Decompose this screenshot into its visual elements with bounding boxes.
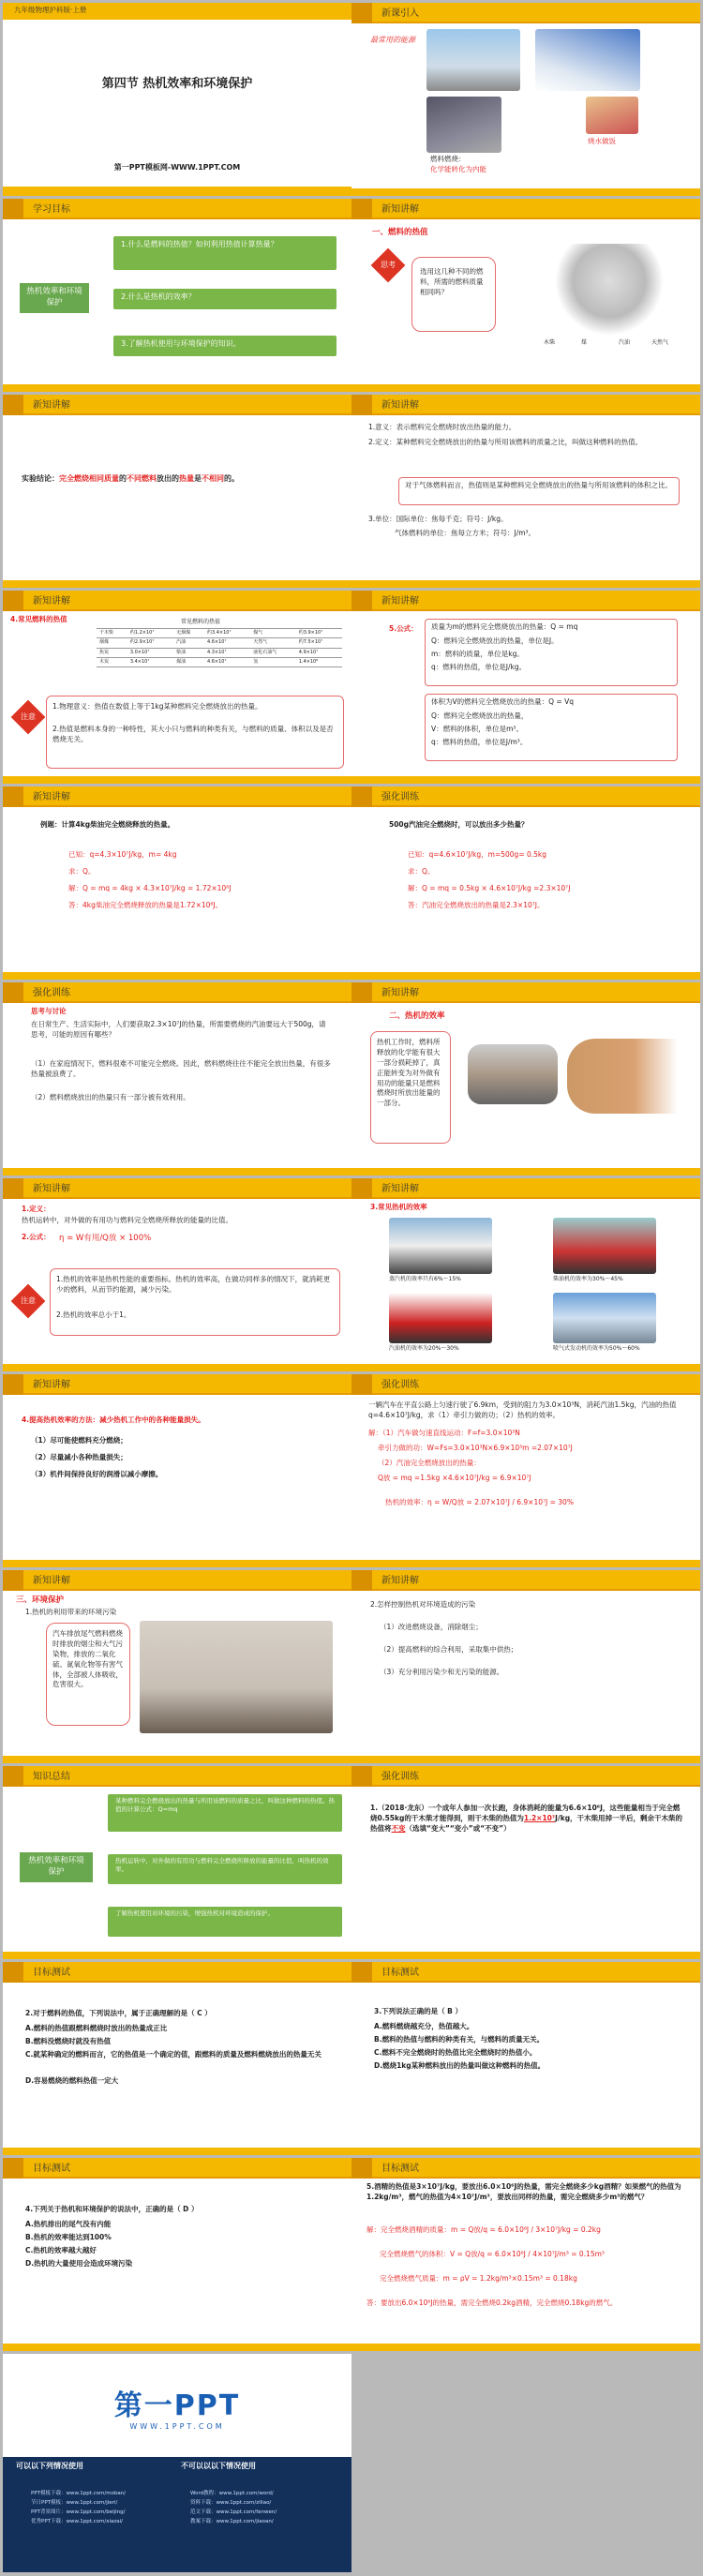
slide-7[interactable]: [3, 591, 352, 784]
slide-header: [352, 2158, 700, 2179]
sub-title: 1.热机的利用带来的环境污染: [25, 1608, 117, 1616]
practice-question: 500g汽油完全燃烧时，可以放出多少热量？: [389, 820, 529, 829]
legend-v: V：燃料的体积，单位是m³。: [431, 725, 523, 733]
slide-header-title: 强化训练: [381, 1772, 419, 1782]
practice-given: 已知：q=4.6×10⁷J/kg，m=500g= 0.5kg: [408, 850, 547, 859]
gasoline-engine-caption: 汽油机的效率为20%～30%: [389, 1345, 459, 1352]
intro-question: 最常用的能源: [370, 36, 415, 44]
method-1: （1）尽可能使燃料充分燃烧；: [31, 1436, 127, 1445]
quiz-question-3: 3.下列说法正确的是（ B ）: [374, 2007, 463, 2015]
question-text: 选用这几种不同的燃料，所需的燃料质量相同吗？: [420, 267, 484, 296]
option-a[interactable]: A.燃料的热值跟燃料燃烧时放出的热量成正比: [25, 2024, 168, 2032]
slide-3[interactable]: [3, 199, 352, 392]
link-item[interactable]: 优秀PPT下载：www.1ppt.com/xiazai/: [31, 2519, 124, 2524]
legend-m: m：燃料的质量，单位是kg。: [431, 650, 524, 658]
def-definition: 2.定义：某种燃料完全燃烧放出的热量与所用该燃料的质量之比，叫做这种燃料的热值。: [368, 438, 643, 446]
slide-13[interactable]: [3, 1178, 352, 1371]
slide-header-title: 新知讲解: [381, 596, 419, 607]
example-question: 例题：计算4kg柴油完全燃烧释放的热量。: [40, 820, 175, 829]
slide-18[interactable]: [352, 1570, 700, 1763]
discussion-tag: 思考与讨论: [31, 1007, 67, 1015]
note-1: 1.物理意义：热值在数值上等于1kg某种燃料完全燃烧放出的热量。: [52, 702, 262, 711]
option-c[interactable]: C.热机的效率越大越好: [25, 2246, 97, 2254]
fuel-label-3: 汽油: [619, 339, 631, 346]
volume-formula: 体积为V的燃料完全燃烧放出的热量：Q = Vq: [431, 697, 574, 706]
answer-1: 1.2×10⁷: [523, 1813, 556, 1822]
slide-header-title: 强化训练: [381, 1380, 419, 1390]
practice-find: 求：Q。: [408, 867, 435, 876]
info-panel: [3, 2457, 352, 2572]
jet-photo: [553, 1293, 656, 1343]
gas-note-box: [398, 477, 680, 505]
slide-header: [352, 982, 700, 1003]
slide-17[interactable]: [3, 1570, 352, 1763]
fuel-label-4: 天然气: [651, 339, 669, 346]
slide-header: [352, 1570, 700, 1591]
slide-header: [3, 1766, 352, 1787]
slide-header: [352, 199, 700, 219]
slide-header: [3, 786, 352, 807]
option-b[interactable]: B.燃料没燃烧时就没有热值: [25, 2037, 112, 2045]
slide-header: [3, 395, 352, 415]
goal-center-box: 热机效率和环境保护: [20, 283, 89, 313]
gas-stove-photo: [426, 97, 501, 153]
formula-label: 2.公式：: [22, 1233, 51, 1241]
link-item[interactable]: 节日PPT模板：www.1ppt.com/jieri/: [31, 2500, 118, 2506]
control-title: 2.怎样控制热机对环境造成的污染: [370, 1600, 476, 1609]
slide-4[interactable]: [352, 199, 700, 392]
note-box: [50, 1268, 340, 1336]
def-label: 1.定义：: [22, 1205, 51, 1213]
summary-center-box: 热机效率和环境保护: [20, 1852, 93, 1882]
pollution-photo: [140, 1621, 333, 1733]
slide-2[interactable]: [352, 3, 700, 196]
rocket-photo: [535, 29, 640, 91]
discussion-prompt: 在日常生产、生活实际中，人们要获取2.3×10⁷J的热量，所需要燃烧的汽油要远大于500g，请思考，可能的原因有哪些？: [31, 1020, 326, 1039]
example-given: 已知：q=4.3×10⁷J/kg，m= 4kg: [68, 850, 177, 859]
quiz-question-2: 2.对于燃料的热值，下列说法中，属于正确理解的是（ C ）: [25, 2009, 212, 2017]
caption-energy: 化学能转化为内能: [430, 165, 486, 173]
attention-seal: 注意: [11, 700, 46, 735]
slide-15[interactable]: [3, 1374, 352, 1567]
goal-item-1: 1.什么是燃料的热值？如何利用热值计算热量？: [113, 236, 337, 270]
section-title: 4.提高热机效率的方法：减少热机工作中的各种能量损失。: [22, 1415, 205, 1424]
caption-burning: 燃料燃烧：: [430, 155, 466, 163]
steam-engine-photo: [389, 1218, 492, 1274]
slide-header: [3, 1178, 352, 1199]
example-answer: 答：4kg柴油完全燃烧释放的热量是1.72×10⁸J。: [68, 901, 223, 909]
slide-10[interactable]: [352, 786, 700, 980]
link-item[interactable]: Word教程：www.1ppt.com/word/: [190, 2491, 274, 2496]
quiz-question-4: 4.下列关于热机和环境保护的说法中，正确的是（ D ）: [25, 2205, 199, 2213]
slide-header-title: 新知讲解: [381, 1576, 419, 1586]
practice-solution: 解：Q = mq = 0.5kg × 4.6×10⁷J/kg =2.3×10⁷J: [408, 884, 571, 892]
slide-1[interactable]: [3, 3, 352, 196]
tractor-photo: [553, 1218, 656, 1274]
slide-header-title: 新知讲解: [381, 400, 419, 411]
section-title: 3.常见热机的效率: [370, 1203, 427, 1211]
section-title: 二、热机的效率: [389, 1011, 445, 1021]
slide-header-title: 目标测试: [381, 2164, 419, 2174]
link-item[interactable]: 范文下载：www.1ppt.com/fanwen/: [190, 2509, 277, 2515]
boiling-pot-photo: [586, 97, 638, 134]
problem-text: 一辆汽车在平直公路上匀速行驶了6.9km，受到的阻力为3.0×10³N，消耗汽油1.5kg，汽油的热值q=4.6×10⁷J/kg，求（1）牵引力做的功；（2）热机的效率。: [368, 1400, 677, 1419]
practice-answer: 答：汽油完全燃烧放出的热量是2.3×10⁷J。: [408, 901, 545, 909]
slide-23[interactable]: [3, 2158, 352, 2351]
bottom-bar: [3, 187, 352, 196]
slide-20[interactable]: [352, 1766, 700, 1959]
slide-header: [352, 395, 700, 415]
title-top-bar: [3, 3, 352, 20]
slide-header-title: 新知讲解: [381, 988, 419, 998]
slide-header-title: 新知讲解: [33, 1184, 70, 1194]
solution-step-2: 完全燃烧燃气的体积：V = Q放/q = 6.0×10⁶J / 4×10⁷J/m³ = 0.15m³: [380, 2250, 605, 2258]
section-title: 三、环境保护: [16, 1595, 65, 1605]
cannot-use-title: 不可以以以下情况使用: [181, 2462, 256, 2470]
solution-step-3: （2）汽油完全燃烧放出的热量：: [378, 1459, 481, 1467]
example-solution: 解：Q = mq = 4kg × 4.3×10⁷J/kg = 1.72×10⁸J: [68, 884, 232, 892]
slide-8[interactable]: [352, 591, 700, 784]
mass-formula: 质量为m的燃料完全燃烧放出的热量：Q = mq: [431, 622, 578, 631]
slide-21[interactable]: [3, 1962, 352, 2155]
quiz-question-1: 1.（2018·龙东）一个成年人参加一次长跑，身体消耗的能量为6.6×10⁶J，这些能量相当于完全燃烧0.55kg的干木柴才能得到，则干木柴的热值为1.2×10⁷J/kg，干木柴用掉一半后，剩余干木柴的热值将不变（选填“变大”“变小”或“不变”）: [370, 1804, 683, 1833]
discussion-answer-2: （2）燃料燃烧放出的热量只有一部分被有效利用。: [31, 1093, 190, 1101]
gas-note-text: 对于气体燃料而言，热值则是某种燃料完全燃烧放出的热量与所用该燃料的体积之比。: [405, 481, 672, 489]
pollution-text: 汽车排放尾气燃料燃烧时排放的烟尘和大气污染物，排放的二氧化硫、氮氧化物等有害气体，全部被人体吸收，危害很大。: [52, 1629, 123, 1689]
slide-header-title: 新知讲解: [381, 204, 419, 215]
question-box: [411, 257, 496, 332]
slide-header-title: 新课引入: [381, 8, 419, 19]
section-title: 5.公式：: [389, 624, 418, 633]
note-box: [46, 696, 344, 769]
slide-12[interactable]: [352, 982, 700, 1176]
slide-header: [3, 591, 352, 611]
def-unit: 3.单位：国际单位：焦每千克；符号：J/kg。: [368, 515, 508, 523]
slide-header-title: 新知讲解: [33, 1380, 70, 1390]
slide-header: [352, 1766, 700, 1787]
slide-header: [3, 1374, 352, 1395]
caption-cooking: 烧水做饭: [588, 137, 616, 145]
link-item[interactable]: PPT模板下载：www.1ppt.com/moban/: [31, 2491, 127, 2496]
def-text: 热机运转中，对外做的有用功与燃料完全燃烧所释放的能量的比值。: [22, 1216, 232, 1224]
car-photo: [468, 1044, 558, 1104]
pollution-text-box: [46, 1623, 130, 1726]
energy-flow-diagram: [567, 1039, 678, 1114]
slide-header-title: 强化训练: [381, 792, 419, 802]
link-item[interactable]: 资料下载：www.1ppt.com/ziliao/: [190, 2500, 272, 2506]
link-list-left: [31, 2489, 126, 2526]
slide-header: [3, 199, 352, 219]
solution-step-3: 完全燃烧燃气质量：m = ρV = 1.2kg/m³×0.15m³ = 0.18kg: [380, 2274, 577, 2283]
method-2: （2）尽量减小各种热量损失；: [31, 1453, 127, 1461]
slide-header-title: 学习目标: [33, 204, 70, 215]
experiment-conclusion: 实验结论：完全燃烧相同质量的不同燃料放出的热量是不相同的。: [22, 474, 239, 483]
option-b[interactable]: B.热机的效率能达到100%: [25, 2233, 112, 2241]
slide-9[interactable]: [3, 786, 352, 980]
slide-5[interactable]: [3, 395, 352, 588]
link-item[interactable]: PPT背景图片：www.1ppt.com/beijing/: [31, 2509, 126, 2515]
fuel-label-1: 木柴: [544, 339, 556, 346]
slide-header: [3, 982, 352, 1003]
fuel-label-2: 煤: [581, 339, 588, 346]
brand-logo: 第一PPT: [113, 2389, 241, 2422]
section-title: 一、燃料的热值: [372, 228, 428, 237]
table-caption: 常见燃料的热值: [181, 619, 221, 625]
slide-24[interactable]: [352, 2158, 700, 2351]
slide-6[interactable]: [352, 395, 700, 588]
slide-header-title: 目标测试: [33, 1968, 70, 1978]
def-meaning: 1.意义：表示燃料完全燃烧时放出热量的能力。: [368, 423, 516, 431]
slide-22[interactable]: [352, 1962, 700, 2155]
control-2: （2）提高燃料的综合利用，采取集中供热；: [380, 1645, 518, 1654]
link-list-right: [190, 2489, 277, 2526]
example-find: 求：Q。: [68, 867, 96, 876]
slide-header-title: 新知讲解: [33, 596, 70, 607]
diesel-engine-caption: 柴油机的效率为30%～45%: [553, 1276, 623, 1282]
goal-item-2: 2.什么是热机的效率？: [113, 289, 337, 309]
table-row: 木炭 3.4×10⁷ 煤油 4.6×10⁷ 氢 1.4×10⁸: [97, 657, 342, 666]
slide-header: [352, 591, 700, 611]
option-d[interactable]: D.燃烧1kg某种燃料放出的热量叫做这种燃料的热值。: [374, 2061, 546, 2070]
car-photo: [389, 1293, 492, 1343]
course-label: 九年级物理沪科版·上册: [14, 6, 87, 14]
option-d[interactable]: D.热机的大量使用会造成环境污染: [25, 2259, 133, 2268]
summary-item-1: 某种燃料完全燃烧放出的热量与所用该燃料的质量之比，叫做这种燃料的热值。热值的计算公式：Q=mq: [108, 1794, 342, 1832]
def-gas-unit: 气体燃料的单位：焦每立方米；符号：J/m³。: [395, 529, 536, 537]
jet-engine-caption: 喷气式发动机的效率为50%～60%: [553, 1345, 640, 1352]
can-use-title: 可以以下列情况使用: [16, 2462, 83, 2470]
lesson-title: 第四节 热机效率和环境保护: [101, 77, 253, 91]
attention-seal: 注意: [11, 1284, 46, 1319]
solution-step-5: 热机的效率：η = W/Q放 = 2.07×10⁷J / 6.9×10⁷J = 30%: [385, 1498, 574, 1506]
solution-answer: 答：要放出6.0×10⁶J的热量，需完全燃烧0.2kg酒精，完全燃烧0.18kg的燃气。: [366, 2299, 618, 2307]
slide-header: [352, 786, 700, 807]
solution-step-1: 解：完全燃烧酒精的质量：m = Q放/q = 6.0×10⁶J / 3×10⁷J/kg = 0.2kg: [366, 2225, 601, 2234]
solution-step-2: 牵引力做的功：W=Fs=3.0×10³N×6.9×10³m =2.07×10⁷J: [378, 1444, 573, 1452]
discussion-answer-1: （1）在家庭情况下，燃料很难不可能完全燃烧。因此，燃料燃烧往往不能完全放出热量，有很多热量被浪费了。: [31, 1059, 331, 1078]
option-c[interactable]: C.燃料不完全燃烧时的热值比完全燃烧时的热值小。: [374, 2048, 537, 2057]
link-item[interactable]: 教案下载：www.1ppt.com/jiaoan/: [190, 2519, 274, 2524]
legend-q3: q：燃料的热值，单位是J/m³。: [431, 738, 528, 746]
legend-q2: Q：燃料完全燃烧放出的热量，: [431, 711, 529, 720]
slide-header-title: 新知讲解: [33, 792, 70, 802]
option-c[interactable]: C.就某种确定的燃料而言，它的热值是一个确定的值，跟燃料的质量及燃料燃烧放出的热量无关: [25, 2050, 322, 2059]
slide-header: [352, 1374, 700, 1395]
option-a[interactable]: A.热机排出的尾气没有内能: [25, 2220, 112, 2228]
steam-engine-caption: 蒸汽机的效率只有6%～15%: [389, 1276, 461, 1282]
section-title: 4.常见燃料的热值: [10, 615, 67, 623]
table-row: 烟煤 约2.9×10⁷ 汽油 4.6×10⁷ 天然气 约7.5×10⁷: [97, 638, 342, 648]
slide-header-title: 新知讲解: [33, 400, 70, 411]
brand-url: WWW.1PPT.COM: [129, 2422, 225, 2431]
mass-formula-box: [425, 619, 678, 686]
control-1: （1）改进燃烧设备，消除烟尘；: [380, 1623, 483, 1631]
slide-header: [3, 1962, 352, 1983]
summary-item-2: 热机运转中，对外做的有用功与燃料完全燃烧所释放的能量的比值，叫热机的效率。: [108, 1854, 342, 1884]
legend-q: Q：燃料完全燃烧放出的热量，单位是J。: [431, 637, 559, 645]
option-b[interactable]: B.燃料的热值与燃料的种类有关，与燃料的质量无关。: [374, 2035, 545, 2044]
slide-header-title: 目标测试: [381, 1968, 419, 1978]
slide-header: [3, 1570, 352, 1591]
slide-header-title: 目标测试: [33, 2164, 70, 2174]
note-1: 1.热机的效率是热机性能的重要指标。热机的效率高，在做功同样多的情况下，就消耗更少的燃料，从而节约能源，减少污染。: [56, 1275, 331, 1294]
goal-item-3: 3.了解热机使用与环境保护的知识。: [113, 336, 337, 356]
fuels-illustration: [539, 244, 680, 337]
slide-header-title: 知识总结: [33, 1772, 70, 1782]
efficiency-formula: η = W有用/Q放 × 100%: [59, 1234, 152, 1243]
slide-header: [352, 1962, 700, 1983]
slide-14[interactable]: [352, 1178, 700, 1371]
slide-19[interactable]: [3, 1766, 352, 1959]
slide-header: [352, 3, 700, 23]
quiz-question-5: 5.酒精的热值是3×10⁷J/kg，要放出6.0×10⁶J的热量，需完全燃烧多少kg酒精？如果燃气的热值为1.2kg/m³，燃气的热值为4×10⁷J/m³，要放出同样的热量，需完全燃烧多少m³的燃气？: [366, 2182, 681, 2201]
slide-header-title: 强化训练: [33, 988, 70, 998]
slide-header-title: 新知讲解: [381, 1184, 419, 1194]
solution-step-1: 解：（1）汽车做匀速直线运动：F=f=3.0×10³N: [368, 1429, 520, 1437]
control-3: （3）充分利用污染少和无污染的能源。: [380, 1668, 504, 1676]
slide-11[interactable]: [3, 982, 352, 1176]
note-2: 2.热机的效率总小于1。: [56, 1310, 131, 1319]
slide-header: [352, 1178, 700, 1199]
slide-header-title: 新知讲解: [33, 1576, 70, 1586]
site-label: 第一PPT模板网-WWW.1PPT.COM: [113, 163, 241, 172]
table-row: 干木柴 约1.2×10⁷ 无烟煤 约3.4×10⁷ 煤气 约3.9×10⁷: [97, 629, 342, 638]
slide-25[interactable]: [3, 2354, 352, 2572]
efficiency-text-box: [370, 1031, 451, 1144]
slide-header: [3, 2158, 352, 2179]
legend-qv: q：燃料的热值，单位是J/kg。: [431, 663, 527, 671]
solution-step-4: Q放 = mq =1.5kg ×4.6×10⁷J/kg = 6.9×10⁷J: [378, 1474, 531, 1482]
option-a[interactable]: A.燃料燃烧越充分，热值越大。: [374, 2022, 474, 2030]
power-plant-photo: [426, 29, 520, 91]
volume-formula-box: [425, 694, 678, 761]
table-row: 焦炭 3.0×10⁷ 柴油 4.3×10⁷ 液化石油气 4.9×10⁷: [97, 648, 342, 657]
heat-value-table: [97, 628, 342, 667]
summary-item-3: 了解热机使用对环境的污染，增强热机对环境造成的保护。: [108, 1907, 342, 1937]
slide-16[interactable]: [352, 1374, 700, 1567]
option-d[interactable]: D.容易燃烧的燃料热值一定大: [25, 2076, 119, 2085]
method-3: （3）机件间保持良好的润滑以减小摩擦。: [31, 1470, 163, 1478]
note-2: 2.热值是燃料本身的一种特性，其大小只与燃料的种类有关，与燃料的质量、体积以及是否燃烧无关。: [52, 725, 334, 743]
efficiency-text: 热机工作时，燃料所释放的化学能有很大一部分损耗掉了，真正能转变为对外做有用功的能量只是燃料燃烧时所放出能量的一部分。: [377, 1038, 441, 1108]
answer-2: 不变: [391, 1823, 406, 1833]
think-seal: 思考: [371, 248, 406, 283]
